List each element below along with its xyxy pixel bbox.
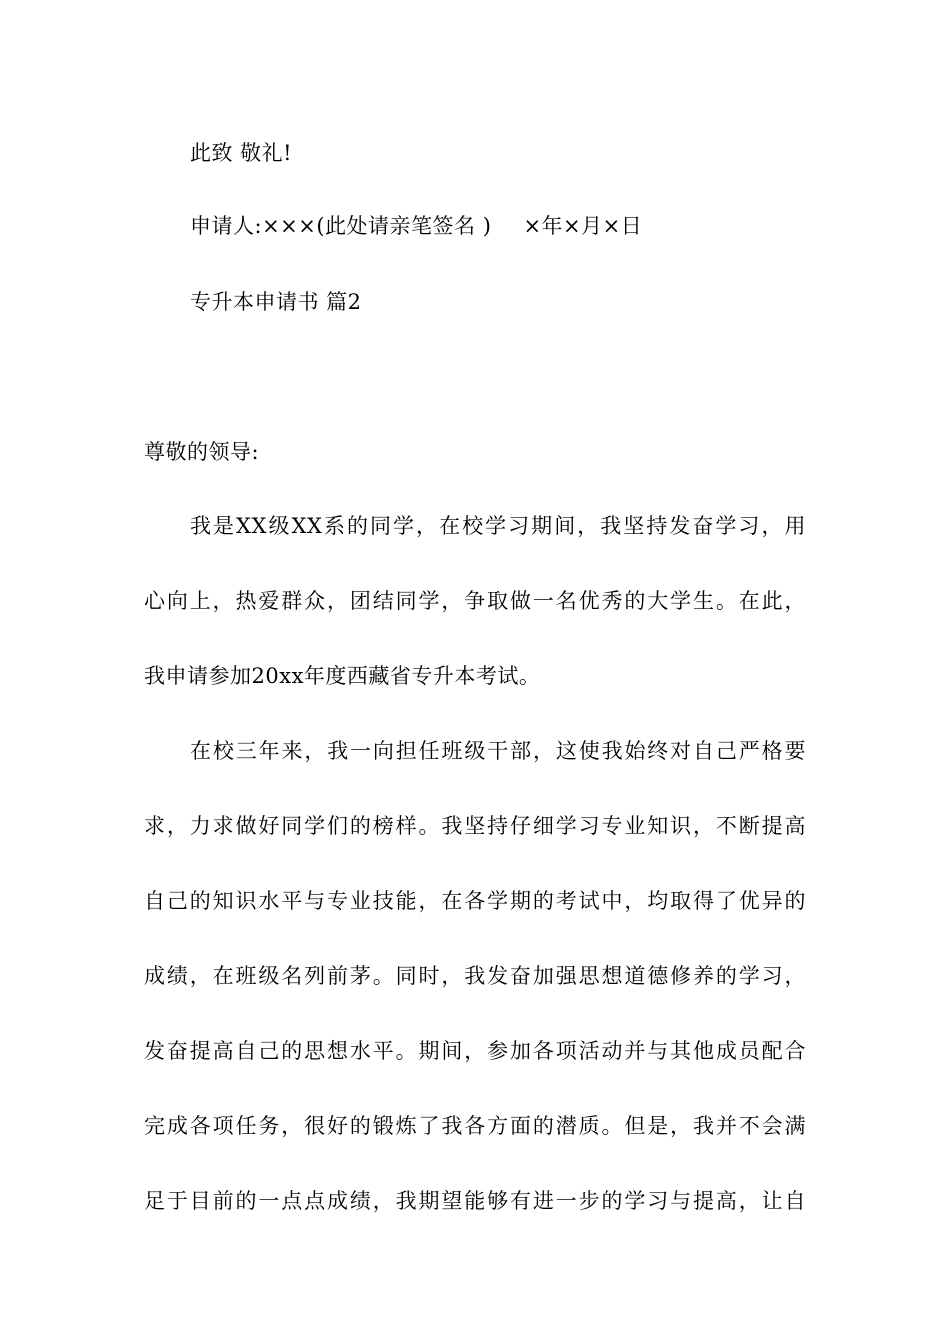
paragraph2-line: 成绩，在班级名列前茅。同时，我发奋加强思想道德修养的学习， [144, 964, 806, 988]
section-heading: 专升本申请书 篇2 [190, 290, 362, 314]
letter-greeting: 尊敬的领导: [144, 440, 260, 464]
closing-salutation: 此致 敬礼! [190, 141, 293, 165]
paragraph1-line: 我申请参加20xx年度西藏省专升本考试。 [144, 664, 541, 688]
paragraph2-line: 求，力求做好同学们的榜样。我坚持仔细学习专业知识，不断提高 [144, 814, 806, 838]
paragraph1-line: 我是XX级XX系的同学，在校学习期间，我坚持发奋学习，用 [190, 514, 806, 538]
paragraph1-line: 心向上，热爱群众，团结同学，争取做一名优秀的大学生。在此， [144, 589, 806, 613]
paragraph2-line: 发奋提高自己的思想水平。期间，参加各项活动并与其他成员配合 [144, 1039, 806, 1063]
paragraph2-line: 自己的知识水平与专业技能，在各学期的考试中，均取得了优异的 [144, 889, 806, 913]
applicant-label: 申请人:×××(此处请亲笔签名 ) [190, 214, 492, 238]
applicant-signature-line [190, 213, 642, 239]
paragraph2-line: 足于目前的一点点成绩，我期望能够有进一步的学习与提高，让自 [144, 1189, 806, 1213]
date-line: ×年×月×日 [523, 214, 643, 238]
paragraph2-line: 完成各项任务，很好的锻炼了我各方面的潜质。但是，我并不会满 [144, 1114, 806, 1138]
paragraph2-line: 在校三年来，我一向担任班级干部，这使我始终对自己严格要 [190, 739, 806, 763]
